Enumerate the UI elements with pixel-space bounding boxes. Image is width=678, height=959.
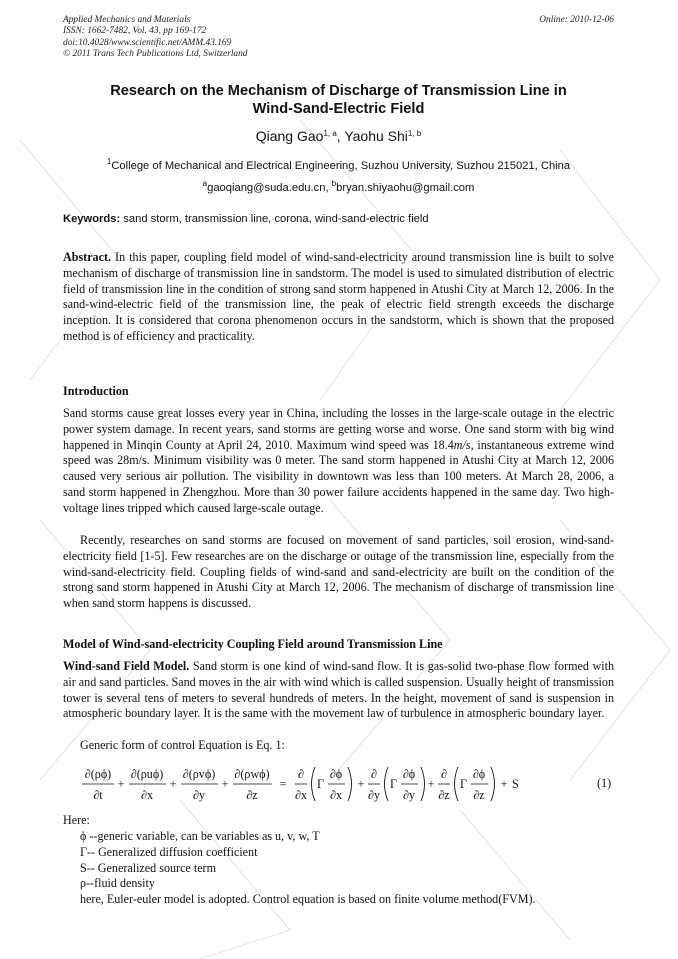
control-equation (63, 763, 614, 807)
eq-paren-right-y (421, 767, 425, 801)
introduction-paragraph-2: Recently, researches on sand storms are focused on movement of sand particles, soil erosion, wind-sand-electricity field [1-5]. Few researches are on the discharge or outage of the transmission line, especially from the wind-sand-electricity field. Coupling fields of wind-sand and sand-electricity are built on the condition of the strong sand storm happened in Atushi City at March 12, 2006. The mechanism of discharge of transmission line when sand storm happens is discussed. (63, 533, 614, 611)
eq-t4-den: ∂z (246, 788, 258, 802)
introduction-paragraph-1 (63, 406, 614, 517)
eq-gamma-x: Γ (317, 777, 324, 791)
definition-phi: ϕ --generic variable, can be variables as u, v, w, T (80, 829, 320, 843)
eq-paren-right-z (491, 767, 495, 801)
eq-t4-num: ∂(ρwϕ) (234, 767, 270, 781)
eq-paren-left-y (385, 767, 389, 801)
eq-plus-1: + (117, 777, 125, 791)
eq-paren-left-x (312, 767, 316, 801)
eq-gamma-z: Γ (460, 777, 467, 791)
eq-plus-6: + (500, 777, 508, 791)
eq-d-y: ∂ (371, 767, 377, 781)
affiliation-mark: 1 (106, 157, 112, 166)
author-2-affil-mark: 1, b (407, 129, 422, 138)
eq-dphi-dx: ∂x (329, 788, 343, 802)
definition-source: S-- Generalized source term (80, 860, 216, 875)
keywords-text: sand storm, transmission line, corona, wind-sand-electric field (120, 213, 429, 225)
online-date: Online: 2010-12-06 (539, 15, 614, 25)
journal-header (63, 15, 248, 60)
author-1: Qiang Gao (255, 128, 324, 144)
eq-d-x: ∂ (298, 767, 304, 781)
email-b[interactable]: bryan.shiyaohu@gmail.com (336, 182, 475, 194)
eq-dphi-y: ∂ϕ (402, 767, 416, 781)
keywords-label: Keywords: (63, 213, 121, 225)
author-separator: , (336, 128, 345, 144)
journal-name: Applied Mechanics and Materials (63, 15, 191, 25)
eq-t1-num: ∂(ρϕ) (84, 767, 112, 781)
title-line-2: Wind-Sand-Electric Field (252, 101, 425, 117)
eq-t1-den: ∂t (93, 788, 103, 802)
email-separator: , (325, 182, 332, 194)
definition-model-note: here, Euler-euler model is adopted. Control equation is based on finite volume method(FVM). (80, 892, 536, 907)
abstract-label: Abstract. (63, 250, 112, 264)
definition-gamma: Γ-- Generalized diffusion coefficient (80, 844, 258, 859)
author-emails (63, 179, 614, 194)
email-a[interactable]: gaoqiang@suda.edu.cn (207, 182, 326, 194)
equation-number: (1) (597, 776, 612, 790)
model-heading: Model of Wind-sand-electricity Coupling Field around Transmission Line (63, 637, 443, 651)
eq-dphi-dz: ∂z (473, 788, 485, 802)
eq-paren-left-z (455, 767, 459, 801)
intro-p1-text-a: Sand storms cause great losses every year in China, including the losses in the large-scale outage in the electric power system damage. In recent years, sand storms are getting worse and worse. One sand storm with big wind happened in Minqin County at April 24, 2010. Maximum wind speed was 18.4 (63, 406, 614, 452)
eq-plus-2: + (169, 777, 177, 791)
model-paragraph-2: Generic form of control Equation is Eq. 1: (80, 738, 285, 752)
model-paragraph-1 (63, 659, 614, 722)
eq-plus-4: + (357, 777, 365, 791)
eq-source: S (512, 777, 519, 791)
intro-p1-text-b: , instantaneous extreme wind speed was 28m/s. Minimum visibility was 0 meter. The sand storm happened in Atushi City at March 12, 2006 caused very serious air pollution. The visibility in downtown was less than 100 meters. At March 28, 2006, a sand storm happened in Zhengzhou. More than 30 power failure accidents happened in the same day. Two high-voltage lines tripped which caused large-scale outage. (63, 437, 614, 515)
copyright-line: © 2011 Trans Tech Publications Ltd, Switzerland (63, 48, 248, 59)
eq-plus-3: + (221, 777, 229, 791)
keywords (63, 213, 614, 225)
eq-dphi-z: ∂ϕ (472, 767, 486, 781)
wind-sand-field-model-label: Wind-sand Field Model. (63, 659, 190, 673)
abstract-paragraph (63, 250, 614, 345)
eq-gamma-y: Γ (390, 777, 397, 791)
eq-d-z: ∂ (441, 767, 447, 781)
definition-rho: ρ--fluid density (80, 876, 155, 891)
eq-dphi-x: ∂ϕ (329, 767, 343, 781)
affiliation (63, 157, 614, 172)
eq-paren-right-x (348, 767, 352, 801)
author-1-affil-mark: 1, a (323, 129, 337, 138)
paper-title (63, 82, 614, 118)
email-b-mark: b (331, 179, 337, 188)
affiliation-text: College of Mechanical and Electrical Engineering, Suzhou University, Suzhou 215021, China (111, 160, 571, 172)
eq-dx: ∂x (294, 788, 308, 802)
eq-t3-den: ∂y (192, 788, 206, 802)
model-p1-text: Sand storm is one kind of wind-sand flow. It is gas-solid two-phase flow formed with air and sand particles. Sand moves in the air with wind which is called suspension. Usually height of transmission tower is several tens of meters to several hundreds of meters. In the height, movement of sand is suspension in atmospheric boundary layer. It is the same with the movement law of turbulence in atmospheric boundary layer. (63, 659, 614, 721)
abstract-text: In this paper, coupling field model of wind-sand-electricity around transmission line is built to solve mechanism of discharge of transmission line in sandstorm. The model is used to simulated distribution of electric field of transmission line in the condition of strong sand storm happened in Atushi City at March 12, 2006. In the sand-wind-electric field of the transmission line, the peak of electric field strength exceeds the discharge inception. It is considered that corona phenomenon occurs in the sandstorm, which is shown that the proposed method is of efficiency and practicality. (63, 250, 614, 343)
issn-line: ISSN: 1662-7482, Vol. 43, pp 169-172 (63, 26, 207, 37)
eq-plus-5: + (427, 777, 435, 791)
eq-t2-num: ∂(ρuϕ) (130, 767, 164, 781)
symbol-definitions (80, 829, 536, 908)
title-line-1: Research on the Mechanism of Discharge of Transmission Line in (110, 83, 567, 99)
here-label: Here: (63, 813, 90, 827)
eq-dz: ∂z (438, 788, 450, 802)
doi-line: doi:10.4028/www.scientific.net/AMM.43.169 (63, 37, 232, 48)
email-a-mark: a (202, 179, 208, 188)
intro-p1-unit: m/s (453, 437, 471, 452)
introduction-heading: Introduction (63, 384, 129, 398)
author-list (63, 128, 614, 144)
eq-dphi-dy: ∂y (402, 788, 416, 802)
author-2: Yaohu Shi (344, 128, 408, 144)
eq-t2-den: ∂x (140, 788, 154, 802)
eq-dy: ∂y (367, 788, 381, 802)
eq-equals: = (279, 777, 287, 791)
eq-t3-num: ∂(ρvϕ) (182, 767, 216, 781)
